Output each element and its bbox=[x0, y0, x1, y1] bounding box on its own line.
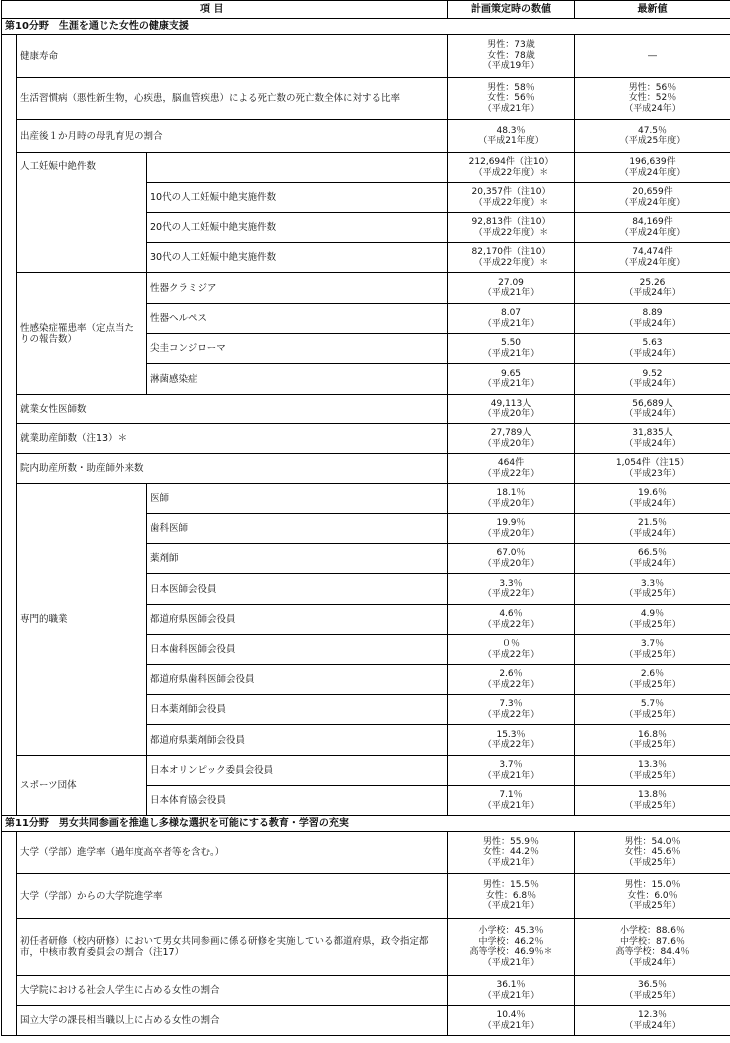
row-label: 20代の人工妊娠中絶実施件数 bbox=[147, 213, 448, 243]
section-10-indent bbox=[2, 35, 17, 816]
latest-value: 84,169件 （平成24年度） bbox=[575, 213, 730, 243]
row-label: 尖圭コンジローマ bbox=[147, 334, 448, 364]
row-label: 健康寿命 bbox=[17, 35, 448, 78]
latest-value: 36.5％ （平成25年） bbox=[575, 976, 730, 1006]
latest-value: ― bbox=[575, 35, 730, 78]
latest-value: 13.3％ （平成25年） bbox=[575, 756, 730, 786]
section-11-title: 第11分野 男女共同参画を推進し多様な選択を可能にする教育・学習の充実 bbox=[2, 816, 730, 832]
row-label: 日本体育協会役員 bbox=[147, 786, 448, 816]
latest-value: 小学校：88.6％ 中学校：87.6％ 高等学校：84.4％ （平成24年） bbox=[575, 919, 730, 976]
blank-cell bbox=[147, 153, 448, 183]
table-row bbox=[2, 120, 730, 153]
row-label: 就業助産師数（注13）＊ bbox=[17, 424, 448, 454]
planned-value: 男性：73歳 女性：78歳 （平成19年） bbox=[448, 35, 575, 78]
latest-value: 4.9％ （平成25年） bbox=[575, 605, 730, 635]
table-row bbox=[2, 454, 730, 484]
planned-value: 82,170件（注10） （平成22年度）＊ bbox=[448, 243, 575, 273]
section-11-row bbox=[2, 816, 730, 832]
planned-value: 67.0％ （平成20年） bbox=[448, 544, 575, 574]
row-label: 生活習慣病（悪性新生物，心疾患，脳血管疾患）による死亡数の死亡数全体に対する比率 bbox=[17, 78, 448, 120]
latest-value: 男性：56％ 女性：52％ （平成24年） bbox=[575, 78, 730, 120]
planned-value: 男性：58％ 女性：56％ （平成21年） bbox=[448, 78, 575, 120]
planned-value: 5.50 （平成21年） bbox=[448, 334, 575, 364]
planned-value: 19.9％ （平成20年） bbox=[448, 514, 575, 544]
latest-value: 74,474件 （平成24年度） bbox=[575, 243, 730, 273]
row-label: 都道府県歯科医師会役員 bbox=[147, 665, 448, 695]
latest-value: 25.26 （平成24年） bbox=[575, 273, 730, 304]
row-label: 日本歯科医師会役員 bbox=[147, 635, 448, 665]
row-label: 都道府県薬剤師会役員 bbox=[147, 725, 448, 756]
planned-value: 18.1％ （平成20年） bbox=[448, 484, 575, 514]
row-label: 30代の人工妊娠中絶実施件数 bbox=[147, 243, 448, 273]
latest-value: 31,835人 （平成24年） bbox=[575, 424, 730, 454]
row-label: 日本薬剤師会役員 bbox=[147, 695, 448, 725]
table-row bbox=[2, 395, 730, 424]
planned-value: 464件 （平成22年） bbox=[448, 454, 575, 484]
planned-value: 男性：15.5％ 女性：6.8％ （平成21年） bbox=[448, 874, 575, 919]
row-label: 歯科医師 bbox=[147, 514, 448, 544]
row-label: 出産後１か月時の母乳育児の割合 bbox=[17, 120, 448, 153]
latest-value: 66.5％ （平成24年） bbox=[575, 544, 730, 574]
latest-value: 12.3％ （平成24年） bbox=[575, 1006, 730, 1036]
indicator-table bbox=[1, 0, 730, 1036]
latest-value: 男性：15.0％ 女性：6.0％ （平成25年） bbox=[575, 874, 730, 919]
row-label: 国立大学の課長相当職以上に占める女性の割合 bbox=[17, 1006, 448, 1036]
section-11-indent bbox=[2, 832, 17, 1036]
row-label: 都道府県医師会役員 bbox=[147, 605, 448, 635]
row-label: 大学（学部）進学率（過年度高卒者等を含む。） bbox=[17, 832, 448, 874]
planned-value: 9.65 （平成21年） bbox=[448, 364, 575, 395]
row-label: 大学院における社会人学生に占める女性の割合 bbox=[17, 976, 448, 1006]
latest-value: 1,054件（注15） （平成23年） bbox=[575, 454, 730, 484]
table-row bbox=[2, 874, 730, 919]
planned-value: 3.7％ （平成21年） bbox=[448, 756, 575, 786]
row-label: 淋菌感染症 bbox=[147, 364, 448, 395]
latest-value: 5.7％ （平成25年） bbox=[575, 695, 730, 725]
row-label: 性器ヘルペス bbox=[147, 304, 448, 334]
section-10-row bbox=[2, 19, 730, 35]
latest-value: 16.8％ （平成25年） bbox=[575, 725, 730, 756]
row-label: 日本医師会役員 bbox=[147, 574, 448, 605]
latest-value: 13.8％ （平成25年） bbox=[575, 786, 730, 816]
latest-value: 男性：54.0％ 女性：45.6％ （平成25年） bbox=[575, 832, 730, 874]
row-label: 初任者研修（校内研修）において男女共同参画に係る研修を実施している都道府県，政令指定都市，中核市教育委員会の割合（注17） bbox=[17, 919, 448, 976]
row-label: 性器クラミジア bbox=[147, 273, 448, 304]
planned-value: 27,789人 （平成20年） bbox=[448, 424, 575, 454]
planned-value: 男性：55.9％ 女性：44.2％ （平成21年） bbox=[448, 832, 575, 874]
std-group-label: 性感染症罹患率（定点当たりの報告数） bbox=[17, 273, 147, 395]
latest-value: 9.52 （平成24年） bbox=[575, 364, 730, 395]
planned-value: 2.6％ （平成22年） bbox=[448, 665, 575, 695]
latest-value: 47.5％ （平成25年度） bbox=[575, 120, 730, 153]
table-row bbox=[2, 153, 730, 183]
planned-value: 27.09 （平成21年） bbox=[448, 273, 575, 304]
latest-value: 19.6％ （平成24年） bbox=[575, 484, 730, 514]
latest-value: 5.63 （平成24年） bbox=[575, 334, 730, 364]
row-label: 10代の人工妊娠中絶実施件数 bbox=[147, 183, 448, 213]
table-row bbox=[2, 919, 730, 976]
planned-value: 36.1％ （平成21年） bbox=[448, 976, 575, 1006]
planned-value: 7.3％ （平成22年） bbox=[448, 695, 575, 725]
planned-value: ０％ （平成22年） bbox=[448, 635, 575, 665]
section-10-title: 第10分野 生涯を通じた女性の健康支援 bbox=[2, 19, 730, 35]
sports-group-label: スポーツ団体 bbox=[17, 756, 147, 816]
planned-value: 7.1％ （平成21年） bbox=[448, 786, 575, 816]
table-row bbox=[2, 273, 730, 304]
table-row bbox=[2, 484, 730, 514]
row-label: 薬剤師 bbox=[147, 544, 448, 574]
planned-value: 15.3％ （平成22年） bbox=[448, 725, 575, 756]
latest-value: 56,689人 （平成24年） bbox=[575, 395, 730, 424]
header-item: 項 目 bbox=[2, 1, 448, 19]
table-row bbox=[2, 976, 730, 1006]
latest-value: 8.89 （平成24年） bbox=[575, 304, 730, 334]
planned-value: 10.4％ （平成21年） bbox=[448, 1006, 575, 1036]
header-planned: 計画策定時の数値 bbox=[448, 1, 575, 19]
table-row bbox=[2, 832, 730, 874]
table-row bbox=[2, 35, 730, 78]
planned-value: 3.3％ （平成22年） bbox=[448, 574, 575, 605]
row-label: 日本オリンピック委員会役員 bbox=[147, 756, 448, 786]
planned-value: 小学校：45.3％ 中学校：46.2％ 高等学校：46.9％＊ （平成21年） bbox=[448, 919, 575, 976]
planned-value: 8.07 （平成21年） bbox=[448, 304, 575, 334]
latest-value: 3.7％ （平成25年） bbox=[575, 635, 730, 665]
table-header bbox=[2, 1, 730, 19]
planned-value: 92,813件（注10） （平成22年度）＊ bbox=[448, 213, 575, 243]
row-label: 院内助産所数・助産師外来数 bbox=[17, 454, 448, 484]
table-row bbox=[2, 1006, 730, 1036]
planned-value: 4.6％ （平成22年） bbox=[448, 605, 575, 635]
latest-value: 2.6％ （平成25年） bbox=[575, 665, 730, 695]
latest-value: 196,639件 （平成24年度） bbox=[575, 153, 730, 183]
header-latest: 最新値 bbox=[575, 1, 730, 19]
latest-value: 21.5％ （平成24年） bbox=[575, 514, 730, 544]
latest-value: 3.3％ （平成25年） bbox=[575, 574, 730, 605]
planned-value: 212,694件（注10） （平成22年度）＊ bbox=[448, 153, 575, 183]
table-row bbox=[2, 78, 730, 120]
planned-value: 49,113人 （平成20年） bbox=[448, 395, 575, 424]
row-label: 医師 bbox=[147, 484, 448, 514]
row-label: 就業女性医師数 bbox=[17, 395, 448, 424]
table-row bbox=[2, 756, 730, 786]
planned-value: 20,357件（注10） （平成22年度）＊ bbox=[448, 183, 575, 213]
latest-value: 20,659件 （平成24年度） bbox=[575, 183, 730, 213]
planned-value: 48.3％ （平成21年度） bbox=[448, 120, 575, 153]
table-row bbox=[2, 424, 730, 454]
abortion-group-label: 人工妊娠中絶件数 bbox=[17, 153, 147, 273]
row-label: 大学（学部）からの大学院進学率 bbox=[17, 874, 448, 919]
pro-group-label: 専門的職業 bbox=[17, 484, 147, 756]
